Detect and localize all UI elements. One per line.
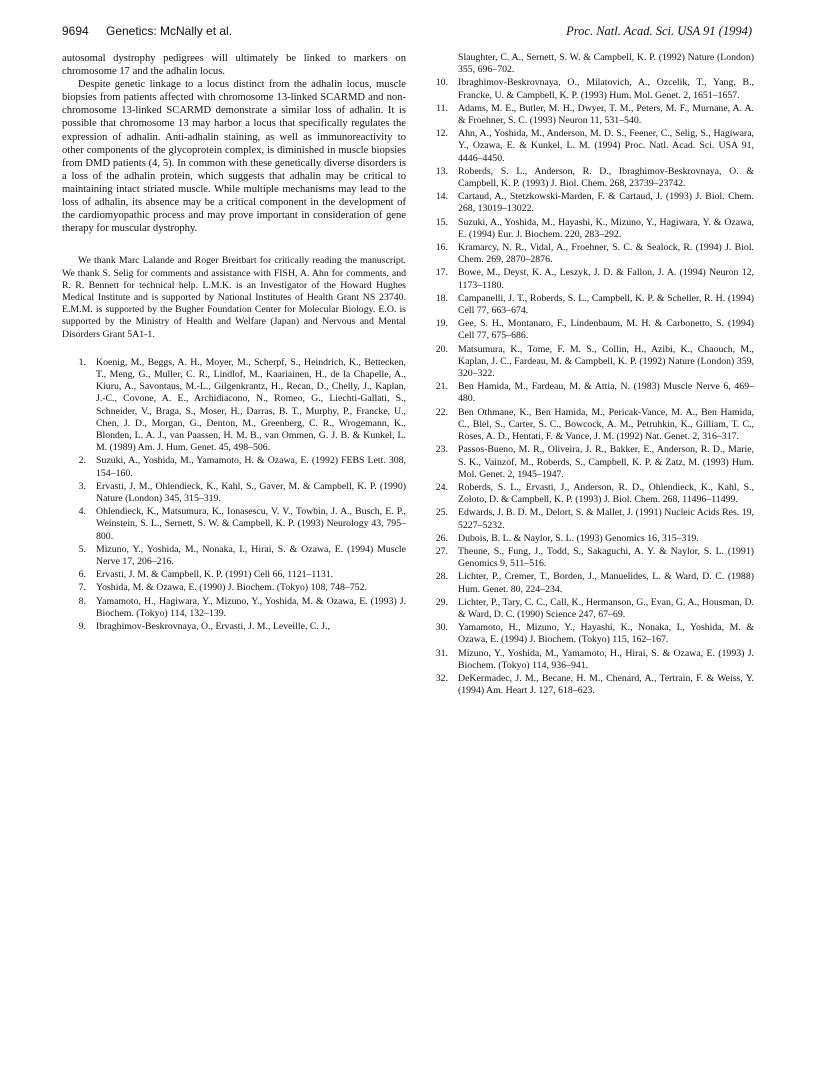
- left-column: [62, 52, 406, 634]
- reference-number: 16.: [435, 242, 448, 254]
- reference-number: 3.: [78, 480, 86, 492]
- reference-list: [424, 52, 754, 697]
- reference-number: 26.: [435, 532, 448, 544]
- reference-text: Ohlendieck, K., Matsumura, K., Ionasescu, V. V., Towbin, J. A., Busch, E. P., Weinstein, S. L., Sernett, S. W. & Campbell, K. P. (1993) Neurology 43, 795–800.: [96, 506, 406, 542]
- reference-item: [424, 533, 754, 545]
- reference-number: 25.: [435, 507, 448, 519]
- reference-item: [62, 481, 406, 505]
- reference-text: Yoshida, M. & Ozawa, E. (1990) J. Biochem. (Tokyo) 108, 748–752.: [96, 582, 367, 594]
- reference-number: 12.: [435, 128, 448, 140]
- reference-text: Ben Hamida, M., Fardeau, M. & Attia, N. (1983) Muscle Nerve 6, 469–480.: [458, 381, 754, 405]
- acknowledgment: We thank Marc Lalande and Roger Breitbart for critically reading the manuscript. We thank S. Selig for comments and assistance with FISH, A. Ahn for comments, and R. R. Bennett for technical help. L.M.K. is an Investigator of the Howard Hughes Medical Institute and is supported by National Institutes of Health Grant NS 23740. E.M.M. is supported by the Bugher Foundation Center for Molecular Biology. E.O. is supported by the Ministry of Health and Welfare (Japan) and Nervous and Mental Disorders Grant 5A1-1.: [62, 255, 406, 340]
- reference-number: 8.: [78, 595, 86, 607]
- reference-item: [424, 507, 754, 531]
- reference-text: Ervasti, J. M., Ohlendieck, K., Kahl, S., Gaver, M. & Campbell, K. P. (1990) Nature (London) 345, 315–319.: [96, 480, 406, 504]
- reference-item: [424, 648, 754, 672]
- body-paragraph: autosomal dystrophy pedigrees will ultimately be linked to markers on chromosome 17 and the adhalin locus.: [62, 53, 406, 78]
- right-column: [424, 52, 754, 698]
- reference-text: Ibraghimov-Beskrovnaya, O., Ervasti, J. M., Leveille, C. J.,: [96, 621, 330, 632]
- reference-number: 30.: [435, 622, 448, 634]
- reference-item: [424, 482, 754, 506]
- reference-number: 10.: [435, 77, 448, 89]
- reference-text: Kramarcy, N. R., Vidal, A., Froehner, S. C. & Sealock, R. (1994) J. Biol. Chem. 269, 2870–2876.: [458, 242, 754, 266]
- reference-item: [62, 544, 406, 568]
- reference-text: Mizuno, Y., Yoshida, M., Yamamoto, H., Hirai, S. & Ozawa, E. (1993) J. Biochem. (Tokyo) 114, 936–941.: [458, 647, 754, 671]
- reference-number: 18.: [435, 292, 448, 304]
- reference-item: [62, 621, 406, 633]
- reference-text: Lichter, P., Tary, C. C., Call, K., Hermanson, G., Evan, G. A., Housman, D. & Ward, D. C. (1990) Science 247, 67–69.: [458, 596, 754, 620]
- reference-number: 27.: [435, 545, 448, 557]
- reference-text: Matsumura, K., Tome, F. M. S., Collin, H., Azibi, K., Chaouch, M., Kaplan, J. C., Fardeau, M. & Campbell, K. P. (1992) Nature (London) 359, 320–322.: [458, 343, 754, 380]
- reference-text: Bowe, M., Deyst, K. A., Leszyk, J. D. & Fallon, J. A. (1994) Neuron 12, 1173–1180.: [458, 267, 754, 291]
- journal-citation: Proc. Natl. Acad. Sci. USA 91 (1994): [566, 24, 752, 38]
- reference-number: 1.: [78, 356, 86, 368]
- reference-text: Ahn, A., Yoshida, M., Anderson, M. D. S., Feener, C., Selig, S., Hagiwara, Y., Ozawa, E. & Kunkel, L. M. (1994) Proc. Natl. Acad. Sci. USA 91, 4446–4450.: [458, 128, 754, 164]
- reference-item: [424, 77, 754, 101]
- reference-text: Suzuki, A., Yoshida, M., Yamamoto, H. & Ozawa, E. (1992) FEBS Lett. 308, 154–160.: [96, 455, 406, 479]
- page-number: 9694: [62, 24, 89, 38]
- reference-item: [424, 191, 754, 215]
- reference-item: [424, 166, 754, 190]
- reference-item: [62, 357, 406, 455]
- reference-item: [424, 242, 754, 266]
- reference-text: DeKermadec, J. M., Becane, H. M., Chenard, A., Tertrain, F. & Weiss, Y. (1994) Am. Heart J. 127, 618–623.: [458, 672, 754, 697]
- reference-text: Edwards, J. B. D. M., Delort, S. & Mallet, J. (1991) Nucleic Acids Res. 19, 5227–5232.: [458, 507, 754, 531]
- reference-number: 21.: [435, 381, 448, 393]
- reference-list: [62, 357, 406, 633]
- page-header: [62, 24, 752, 40]
- reference-number: 29.: [435, 596, 448, 608]
- reference-item: [424, 103, 754, 127]
- reference-number: 6.: [78, 569, 86, 581]
- reference-number: 14.: [435, 191, 448, 203]
- reference-item: [62, 506, 406, 543]
- reference-number: 13.: [435, 165, 448, 177]
- reference-text: Yamamoto, H., Hagiwara, Y., Mizuno, Y., Yoshida, M. & Ozawa, E. (1993) J. Biochem. (Tokyo) 114, 132–139.: [96, 595, 406, 619]
- reference-item: [62, 582, 406, 594]
- reference-number: 17.: [435, 267, 448, 279]
- reference-item: [424, 622, 754, 646]
- reference-text: Roberds, S. L., Anderson, R. D., Ibraghimov-Beskrovnaya, O. & Campbell, K. P. (1993) J. Biol. Chem. 268, 23739–23742.: [458, 165, 754, 190]
- reference-number: 19.: [435, 318, 448, 330]
- reference-text: Campanelli, J. T., Roberds, S. L., Campbell, K. P. & Scheller, R. H. (1994) Cell 77, 663–674.: [458, 292, 754, 317]
- reference-number: 24.: [435, 481, 448, 493]
- reference-number: 9.: [78, 621, 86, 632]
- reference-item: [62, 455, 406, 479]
- reference-text: Slaughter, C. A., Sernett, S. W. & Campbell, K. P. (1992) Nature (London) 355, 696–702.: [458, 52, 754, 76]
- reference-text: Theune, S., Fung, J., Todd, S., Sakaguchi, A. Y. & Naylor, S. L. (1991) Genomics 9, 511–516.: [458, 545, 754, 570]
- reference-number: 4.: [78, 506, 86, 518]
- reference-item: [424, 673, 754, 697]
- reference-number: 15.: [435, 216, 448, 228]
- reference-item: [424, 381, 754, 405]
- reference-text: Ben Othmane, K., Ben Hamida, M., Pericak-Vance, M. A., Ben Hamida, C., Blel, S., Carter, S. C., Bowcock, A. M., Petruhkin, K., Gilliam, T. C., Roses, A. D., Hentati, F. & Vance, J. M. (1992) Nat. Genet. 2, 316–317.: [458, 406, 754, 443]
- reference-text: Dubois, B. L. & Naylor, S. L. (1993) Genomics 16, 315–319.: [458, 532, 699, 544]
- reference-number: 7.: [78, 582, 86, 594]
- reference-text: Suzuki, A., Yoshida, M., Hayashi, K., Mizuno, Y., Hagiwara, Y. & Ozawa, E. (1994) Eur. J. Biochem. 220, 283–292.: [458, 216, 754, 240]
- reference-item: [424, 597, 754, 621]
- reference-text: Cartaud, A., Stetzkowski-Marden, F. & Cartaud, J. (1993) J. Biol. Chem. 268, 13019–13022.: [458, 191, 754, 215]
- body-paragraph: Despite genetic linkage to a locus distinct from the adhalin locus, muscle biopsies from patients affected with chromosome 13-linked SCARMD and non-chromosome 13-linked SCARMD demonstrate a similar loss of adhalin. It is possible that chromosome 13 may harbor a locus that specifically regulates the expression of adhalin. Anti-adhalin staining, as well as immunoreactivity to other components of the glycoprotein complex, is diminished in muscle biopsies from DMD patients (4, 5). In common with these genetically diverse disorders is a loss of the adhalin protein, which suggests that adhalin may be critical to maintaining intact striated muscle. While multiple mechanisms may lead to the loss of adhalin, its absence may be a critical component in the development of the cardiomyopathic process and may prove important in consideration of gene therapy for muscular dystrophy.: [62, 79, 406, 235]
- reference-text: Passos-Bueno, M. R., Oliveira, J. R., Bakker, E., Anderson, R. D., Marie, S. K., Vainzof, M., Roberds, S., Campbell, K. P. & Zatz, M. (1993) Hum. Mol. Genet. 2, 1945–1947.: [458, 444, 754, 480]
- reference-item: [424, 293, 754, 317]
- reference-text: Yamamoto, H., Mizuno, Y., Hayashi, K., Nonaka, I., Yoshida, M. & Ozawa, E. (1994) J. Biochem. (Tokyo) 115, 162–167.: [458, 622, 754, 646]
- reference-item: [62, 569, 406, 581]
- reference-text: Gee, S. H., Montanaro, F., Lindenbaum, M. H. & Carbonetto, S. (1994) Cell 77, 675–686.: [458, 318, 754, 342]
- reference-item: [424, 546, 754, 570]
- reference-item: [424, 128, 754, 165]
- reference-number: 32.: [435, 672, 448, 684]
- reference-item: [62, 596, 406, 620]
- reference-text: Roberds, S. L., Ervasti, J., Anderson, R. D., Ohlendieck, K., Kahl, S., Zoloto, D. & Campbell, K. P. (1993) J. Biol. Chem. 268, 11496–11499.: [458, 481, 754, 506]
- reference-number: 31.: [435, 647, 448, 659]
- reference-item: [424, 267, 754, 291]
- reference-text: Koenig, M., Beggs, A. H., Moyer, M., Scherpf, S., Heindrich, K., Bettecken, T., Meng, G., Muller, C. R., Lindlof, M., Kaariainen, H., de la Chapelle, A., Kiuru, A., Savontaus, M.-L., Gilgenkrantz, H., Recan, D., Chelly, J., Kaplan, J.-C., Covone, A. E., Archidiacono, N., Romeo, G., Liechti-Gallati, S., Schneider, V., Braga, S., Moser, H., Darras, B. T., Murphy, P., Francke, U., Chen, J. D., Morgan, G., Denton, M., Greenberg, C. R., Wrogemann, K., Blonden, L. A. J., van Paassen, H. M. B., van Ommen, G. J. B. & Kunkel, L. M. (1989) Am. J. Hum. Genet. 45, 498–506.: [96, 356, 406, 454]
- reference-number: 28.: [435, 571, 448, 583]
- reference-text: Mizuno, Y., Yoshida, M., Nonaka, I., Hirai, S. & Ozawa, E. (1994) Muscle Nerve 17, 206–216.: [96, 543, 406, 567]
- reference-text: Adams, M. E., Butler, M. H., Dwyer, T. M., Peters, M. F., Murnane, A. A. & Froehner, S. C. (1993) Neuron 11, 531–540.: [458, 102, 754, 127]
- reference-item: [424, 444, 754, 481]
- reference-item: [424, 344, 754, 381]
- reference-number: 2.: [78, 455, 86, 467]
- reference-number: 20.: [435, 343, 448, 355]
- reference-text: Ervasti, J. M. & Campbell, K. P. (1991) Cell 66, 1121–1131.: [96, 569, 334, 581]
- reference-number: 5.: [78, 543, 86, 555]
- reference-item: [424, 571, 754, 595]
- reference-item: [424, 407, 754, 444]
- reference-number: 23.: [435, 444, 448, 456]
- reference-text: Ibraghimov-Beskrovnaya, O., Milatovich, A., Ozcelik, T., Yang, B., Francke, U. & Campbell, K. P. (1993) Hum. Mol. Genet. 2, 1651–1657.: [458, 77, 754, 101]
- reference-number: 22.: [435, 406, 448, 418]
- reference-item: [424, 318, 754, 342]
- reference-number: 11.: [436, 102, 448, 114]
- reference-item: [424, 217, 754, 241]
- reference-text: Lichter, P., Cremer, T., Borden, J., Manuelides, L. & Ward, D. C. (1988) Hum. Genet. 80, 224–234.: [458, 571, 754, 595]
- reference-item: [424, 52, 754, 76]
- running-title: Genetics: McNally et al.: [106, 24, 233, 38]
